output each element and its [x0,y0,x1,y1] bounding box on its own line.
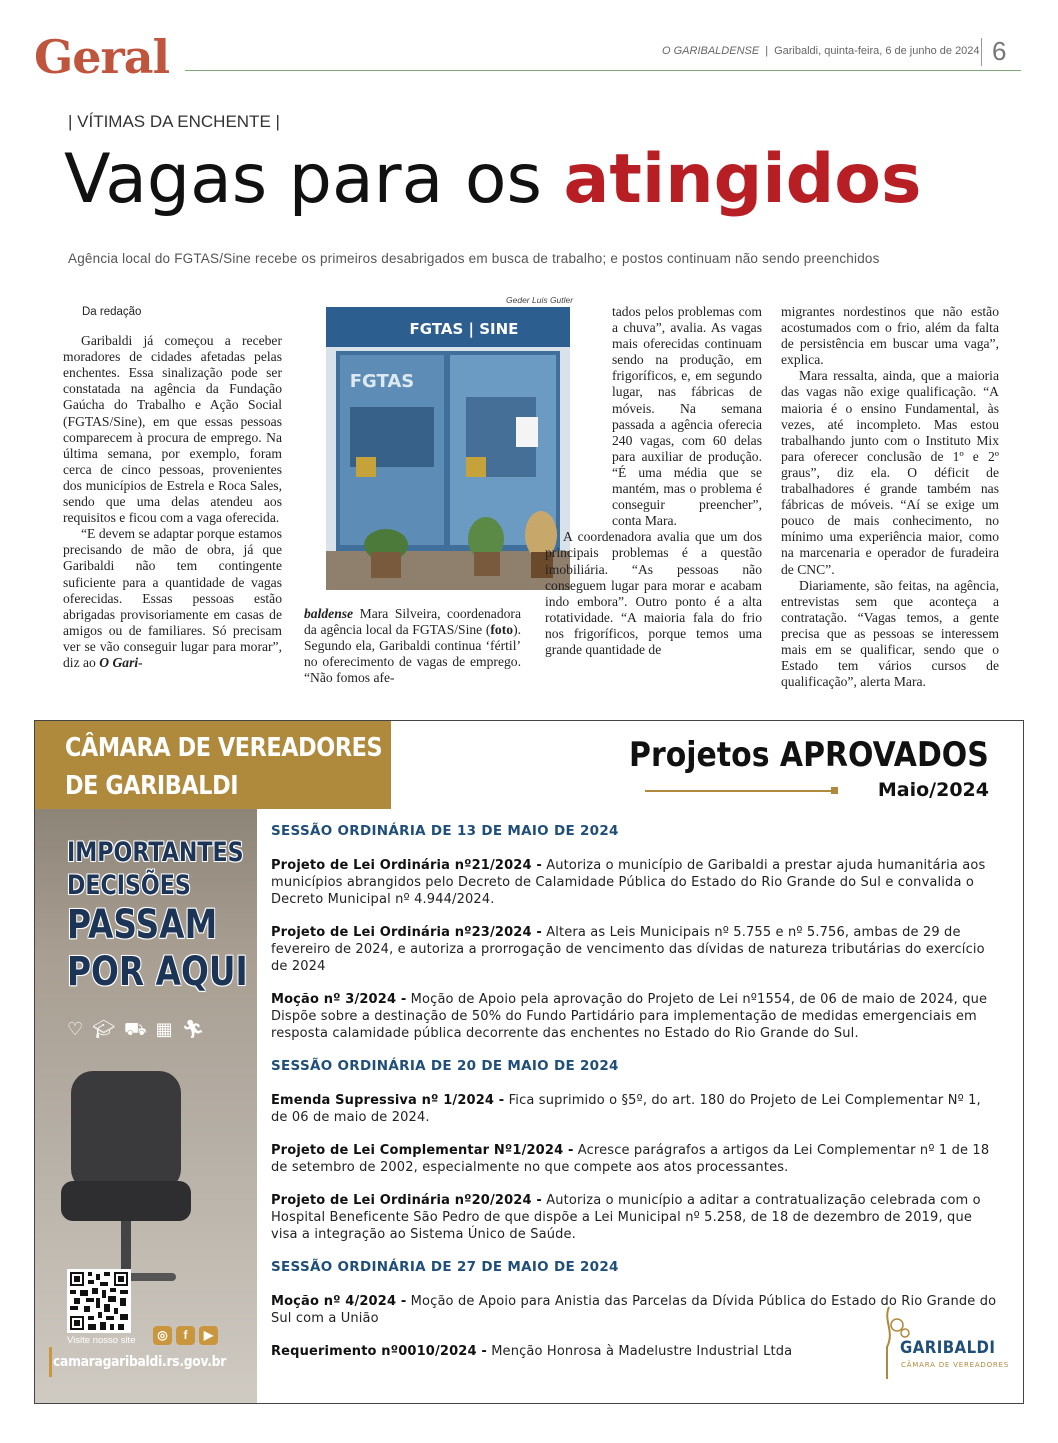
photo-sign-text: FGTAS | SINE [409,320,519,338]
project-label: Emenda Supressiva nº 1/2024 - [271,1093,505,1108]
heart-pulse-icon: ♡ [67,1019,84,1040]
publication-mention: baldense [304,606,354,621]
project-label: Moção nº 4/2024 - [271,1294,407,1309]
council-logo-name: GARIBALDI [900,1338,996,1358]
banner-line-2: DE GARIBALDI [65,771,239,801]
masthead [662,45,980,57]
social-icons [153,1326,218,1345]
qr-code[interactable] [67,1269,131,1333]
storefront-illustration [326,307,570,590]
article-column-1 [63,304,282,671]
publication-name: O GARIBALDENSE [662,45,760,57]
slogan-line-1: IMPORTANTES [67,837,244,868]
project-label: Projeto de Lei Complementar Nº1/2024 - [271,1143,574,1158]
page-number: 6 [992,36,1007,66]
ad-banner-text [65,729,382,805]
byline: Da redação [82,306,142,318]
council-advertisement [34,720,1024,1404]
ad-banner [35,721,391,809]
session-heading: SESSÃO ORDINÁRIA DE 27 DE MAIO DE 2024 [271,1259,619,1275]
project-label: Requerimento nº0010/2024 - [271,1344,487,1359]
ad-title: Projetos APROVADOS [629,735,989,775]
project-label: Moção nº 3/2024 - [271,992,407,1007]
paragraph-text: ). Segundo ela, Garibaldi continua ‘fértil’ no oferecimento de vagas de emprego. “Não fomos afe- [304,622,521,686]
project-item [271,1192,1001,1243]
instagram-icon[interactable]: ◎ [153,1326,172,1345]
project-item [271,1142,1001,1176]
service-icons [67,1019,247,1043]
paragraph: tados pelos problemas com a chuva”, avalia. As vagas mais oferecidas continuam sendo na produção, em frigoríficos, e, em segundo lugar, nas fábricas de móveis. Na semana passada a agência oferecia 240 vagas, com 60 delas para auxiliar de produção. “É uma média que se mantém, mas o problema é conseguir preencher”, conta Mara. [612,304,762,529]
article-kicker: | VÍTIMAS DA ENCHENTE | [68,112,280,131]
session-heading: SESSÃO ORDINÁRIA DE 20 DE MAIO DE 2024 [271,1058,619,1074]
project-label: Projeto de Lei Ordinária nº23/2024 - [271,925,542,940]
project-label: Projeto de Lei Ordinária nº21/2024 - [271,858,542,873]
ad-period: Maio/2024 [877,779,989,801]
paragraph-text: Mara Silveira, coordenadora da agência local da FGTAS/Sine ( [304,606,521,638]
article-column-2 [304,606,521,686]
project-label: Projeto de Lei Ordinária nº20/2024 - [271,1193,542,1208]
building-icon: ▦ [155,1019,173,1040]
project-text: Moção de Apoio para Anistia das Parcelas da Dívida Pública do Estado do Rio Grande do Sul com a União [271,1294,997,1326]
ad-title-rule [645,790,835,792]
photo-credit: Geder Luis Gutler [506,295,574,305]
photo-door-text: FGTAS [349,371,415,392]
header-rule [185,70,1021,71]
project-item [271,1092,1001,1126]
paragraph: A coordenadora avalia que um dos principais problemas é a questão imobiliária. “As pessoas não conseguem lugar para morar e acabam indo embora”. Outro ponto é a alta rotatividade. “A maioria fala do frio nos frigoríficos, porque temos uma grande quantidade de [545,529,762,657]
slogan-line-2: DECISÕES [67,870,191,901]
approved-projects-list [271,823,1001,1376]
slogan-line-3: PASSAM [67,902,218,948]
article-column-4 [781,304,999,690]
paragraph: Garibaldi já começou a receber moradores de cidades afetadas pelas enchentes. Essa sinalização pode ser constatada na agência da Fundação Gaúcha do Trabalho e Ação Social (FGTAS/Sine), em que essas pessoas comparecem à procura de emprego. Na última semana, por exemplo, foram cerca de cinco pessoas, provenientes dos municípios de Estrela e Roca Sales, sendo que uma delas atendeu aos requisitos e ficou com a vaga oferecida. [63,333,282,526]
agency-storefront-photo [326,307,570,590]
graduation-cap-icon: 🎓︎ [92,1019,115,1040]
project-text: Altera as Leis Municipais nº 5.755 e nº 5.756, ambas de 29 de fevereiro de 2024, e autoriza a prorrogação de vencimento das dívidas de natureza tributárias do exercício de 2024 [271,925,985,974]
headline-accent: atingidos [563,140,922,219]
project-text: Acresce parágrafos a artigos da Lei Complementar nº 1 de 18 de setembro de 2002, especialmente no que compete aos atos processantes. [271,1143,990,1175]
photo-reference: foto [490,622,514,638]
article-standfirst: Agência local do FGTAS/Sine recebe os primeiros desabrigados em busca de trabalho; e postos continuam não sendo preenchidos [68,251,880,266]
publication-mention: O Gari- [99,654,143,670]
paragraph: Diariamente, são feitas, na agência, entrevistas sem que aconteça a contratação. “Vagas temos, a gente precisa que as pessoas se interessem mais em se qualificar, sendo que o Estado tem vários cursos de qualificação”, alerta Mara. [781,577,999,690]
council-website-link[interactable]: camaragaribaldi.rs.gov.br [53,1354,227,1370]
visit-site-label: Visite nosso site [67,1335,136,1346]
project-text: Menção Honrosa à Madelustre Industrial Ltda [491,1344,793,1359]
section-name: Geral [34,30,170,84]
project-text: Fica suprimido o §5º, do art. 180 do Projeto de Lei Complementar Nº 1, de 06 de maio de 2024. [271,1093,981,1125]
banner-line-1: CÂMARA DE VEREADORES [65,733,383,763]
paragraph [63,526,282,671]
ad-slogan [67,836,248,996]
paragraph-text: “E devem se adaptar porque estamos precisando de mão de obra, já que Garibaldi não tem contingente suficiente para a quantidade de vagas oferecidas. Essas pessoas estão abrigadas provisoriamente em casas de amigos ou de familiares. Só precisam ver se vão conseguir lugar para morar”, diz ao [63,526,282,670]
project-text: Autoriza o município a aditar a contratualização celebrada com o Hospital Beneficente São Pedro de que dispõe a Lei Municipal nº 5.258, de 18 de dezembro de 2019, que visa a integração ao Sistema Único de Saúde. [271,1193,981,1242]
project-item [271,857,1001,908]
project-item [271,924,1001,975]
paragraph: Mara ressalta, ainda, que a maioria das vagas não exige qualificação. “A maioria é o ensino Fundamental, às vezes, até incompleto. Mas estou trabalhando junto com o Instituto Mix para oferecer conclusão de 1º e 2º graus”, diz ela. O déficit de trabalhadores é grande também nas fábricas de móveis. “Aí se exige um pouco de mais conhecimento, no mínimo uma experiência maior, como na marcenaria e operador de furadeira de CNC”. [781,368,999,577]
project-item [271,991,1001,1042]
council-logo-subtitle: CÂMARA DE VEREADORES [901,1361,1010,1369]
article-column-3 [545,304,762,658]
page-number-divider [981,38,982,66]
project-text: Autoriza o município de Garibaldi a prestar ajuda humanitária aos municípios abrangidos pelo Decreto de Calamidade Pública do Estado do Rio Grande do Sul e convalida o Decreto Municipal nº 4.944/2024. [271,858,986,907]
masthead-separator: | [765,45,769,57]
qr-code-pattern [70,1272,128,1330]
headline-plain: Vagas para os [64,140,542,219]
session-heading: SESSÃO ORDINÁRIA DE 13 DE MAIO DE 2024 [271,823,619,839]
facebook-icon[interactable]: f [176,1326,195,1345]
article-headline [64,140,922,219]
youtube-icon[interactable]: ▶ [199,1326,218,1345]
dateline: Garibaldi, quinta-feira, 6 de junho de 2024 [774,45,980,57]
person-running-icon: 🏃︎ [181,1019,205,1040]
project-text: Moção de Apoio pela aprovação do Projeto de Lei nº1554, de 06 de maio de 2024, que Dispõe sobre a destinação de 50% do Fundo Partidário para implementação de medidas emergenciais em resposta calamidade pública decorrente das enchentes no Estado do Rio Grande do Sul. [271,992,988,1041]
paragraph: migrantes nordestinos que não estão acostumados com o frio, além da falta de persistência em buscar uma vaga”, explica. [781,304,999,368]
paragraph [304,606,521,686]
car-icon: ⛟ [124,1019,147,1040]
slogan-line-4: POR AQUI [67,949,248,995]
